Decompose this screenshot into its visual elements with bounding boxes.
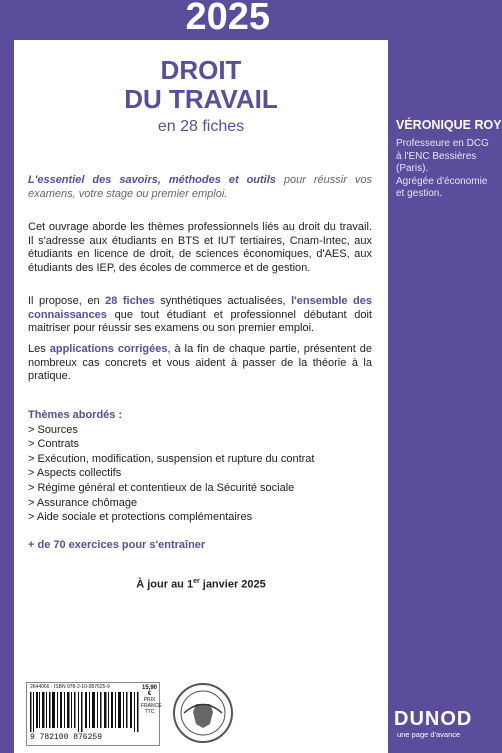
para2-highlight-fiches: 28 fiches: [105, 295, 155, 307]
description-paragraph-2: [28, 295, 372, 336]
price-value: 15,90 €: [141, 685, 157, 697]
update-date: [14, 578, 388, 591]
para2-highlight-connaissances: l'ensemble des connaissances: [28, 295, 372, 321]
book-title-line1: DROIT: [160, 55, 242, 85]
author-name: VÉRONIQUE ROY: [396, 118, 502, 132]
theme-item: > Aspects collectifs: [28, 467, 122, 480]
barcode-header: 2644066 · ISBN 978-2-10-087625-9: [30, 684, 110, 690]
para2-text: synthétiques actualisées,: [154, 295, 292, 307]
price-note: FRANCE: [141, 703, 162, 709]
price-note: TTC: [144, 709, 155, 715]
book-title-line2: DU TRAVAIL: [124, 84, 278, 114]
theme-item: > Assurance chômage: [28, 496, 138, 509]
tagline-highlight: L'essentiel des savoirs, méthodes et outils: [28, 174, 276, 186]
exercises-note: + de 70 exercices pour s'entraîner: [28, 539, 206, 551]
printed-in-france-seal-icon: [172, 682, 234, 744]
barcode-bars-icon: [30, 692, 140, 732]
author-bio-line: et gestion.: [396, 188, 443, 199]
description-paragraph-3: [28, 343, 372, 384]
themes-list: [28, 408, 372, 525]
barcode-number: 9 782100 876259: [30, 733, 103, 742]
publisher-logo: DUNOD: [394, 708, 473, 730]
theme-item: > Régime général et contentieux de la Sécurité sociale: [28, 481, 295, 494]
author-bio-line: (Paris).: [396, 163, 429, 174]
left-color-border: [0, 0, 14, 753]
tagline-rest: pour réussir vos examens, votre stage ou premier emploi.: [28, 174, 372, 200]
publisher-tagline: une page d'avance: [397, 730, 461, 739]
para2-text: Il propose, en: [28, 295, 106, 307]
author-bio-line: Agrégée d'économie: [396, 175, 488, 187]
para3-highlight: applications corrigées: [49, 343, 168, 355]
price-note: PRIX: [143, 697, 156, 703]
book-subtitle: en 28 fiches: [157, 118, 245, 135]
para3-text: Les: [28, 343, 50, 355]
theme-item: > Exécution, modification, suspension et rupture du contrat: [28, 452, 315, 465]
author-sidebar: [388, 0, 502, 753]
theme-item: > Contrats: [28, 438, 80, 451]
author-bio-line: Professeure en DCG: [396, 138, 489, 149]
update-text: À jour au 1: [136, 578, 194, 591]
author-bio-line: à l'ENC Bessières: [396, 150, 477, 162]
description-paragraph-1: Cet ouvrage aborde les thèmes professionnels liés au droit du travail. Il s'adresse aux étudiants en BTS et IUT tertiaires, Cnam-Intec, aux étudiants en licence de droit, de sciences économiques, d'AES, aux étudiants des IEP, des écoles de commerce et de gestion.: [28, 221, 372, 274]
tagline: [28, 174, 372, 201]
author-bio: [396, 138, 502, 201]
top-banner: [14, 0, 388, 40]
update-sup: er: [193, 578, 200, 585]
isbn-barcode: [26, 682, 160, 746]
edition-year: 2025: [185, 0, 270, 38]
update-text: janvier 2025: [199, 578, 266, 591]
theme-item: > Sources: [28, 423, 78, 436]
price-box: [141, 685, 162, 715]
theme-item: > Aide sociale et protections complémentaires: [28, 511, 253, 524]
para3-text: , à la fin de chaque partie, présentent de nombreux cas concrets et vous aident à passer de la théorie à la pratique.: [28, 343, 372, 382]
themes-heading: Thèmes abordés :: [28, 409, 123, 421]
para2-text: que tout étudiant et professionnel débutant doit maitriser pour réussir ses examens ou son premier emploi.: [28, 308, 372, 334]
